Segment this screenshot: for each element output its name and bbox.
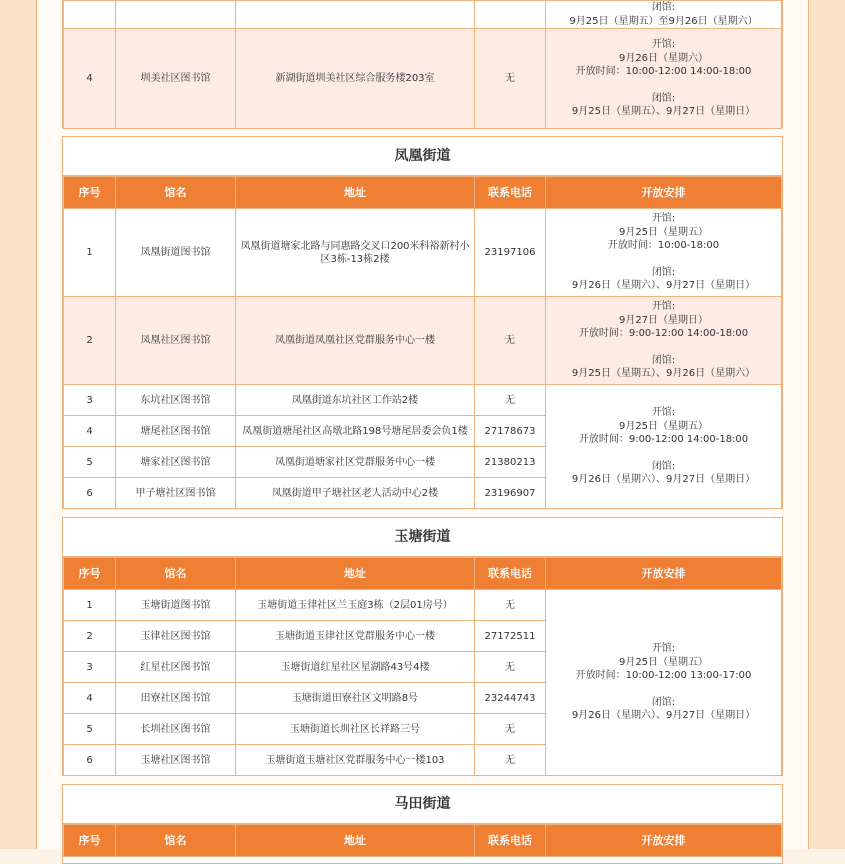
right-border-decoration [808,0,845,849]
table-row: 2 凤凰社区图书馆 凤凰街道凤凰社区党群服务中心一楼 无 开馆: 9月27日（星期日） 开放时间：9:00-12:00 14:00-18:00 闭馆: 9月25日（星期五）、9月26日（星期六） [64,297,782,385]
schedule-cell: 开馆: 9月27日（星期日） 开放时间：9:00-12:00 14:00-18:00 闭馆: 9月25日（星期五）、9月26日（星期六） [546,297,782,385]
table-row: 4 塘尾社区图书馆 凤凰街道塘尾社区高墩北路198号塘尾居委会负1楼 27178673 [64,416,782,447]
table-row: 5 塘家社区图书馆 凤凰街道塘家社区党群服务中心一楼 21380213 [64,447,782,478]
section-title: 凤凰街道 [63,137,782,176]
table-row: 6 玉塘社区图书馆 玉塘街道玉塘社区党群服务中心一楼103 无 [64,745,782,776]
table-row: 5 长圳社区图书馆 玉塘街道长圳社区长祥路三号 无 [64,714,782,745]
merged-schedule-cell: 开馆: 9月25日（星期五） 开放时间：9:00-12:00 14:00-18:00 闭馆: 9月26日（星期六）、9月27日（星期日） [546,385,782,509]
library-phone: 无 [475,29,546,129]
table-row: 2 玉律社区图书馆 玉塘街道玉律社区党群服务中心一楼 27172511 [64,621,782,652]
section-title: 马田街道 [63,785,782,824]
table-row: 1 凤凰街道图书馆 凤凰街道塘家北路与同惠路交叉口200米科裕新村小区3栋-13栋2楼 23197106 开馆: 9月25日（星期五） 开放时间：10:00-18:00 闭馆: 9月26日（星期六）、9月27日（星期日） [64,209,782,297]
matian-section [62,784,783,864]
schedule-cell: 开馆: 9月25日（星期五） 开放时间：10:00-18:00 闭馆: 9月26日（星期六）、9月27日（星期日） [546,209,782,297]
yutang-section [62,517,783,776]
table-header: 序号 馆名 地址 联系电话 开放安排 [64,825,782,857]
fenghuang-section [62,136,783,509]
schedule-cell: 闭馆: 9月25日（星期五）至9月26日（星期六） [546,1,782,29]
library-name: 圳美社区图书馆 [116,29,236,129]
schedule-cell: 开馆: 9月26日（星期六） 开放时间：10:00-12:00 14:00-18:00 闭馆: 9月25日（星期五）、9月27日（星期日） [546,29,782,129]
table-row: 1 玉塘街道图书馆 玉塘街道玉律社区兰玉庭3栋（2层01房号） 无 开馆: 9月25日（星期五） 开放时间：10:00-12:00 13:00-17:00 闭馆: 9月26日（星期六）、9月27日（星期日） [64,590,782,621]
table-row: 3 东坑社区图书馆 凤凰街道东坑社区工作站2楼 无 开馆: 9月25日（星期五） 开放时间：9:00-12:00 14:00-18:00 闭馆: 9月26日（星期六）、9月27日（星期日） [64,385,782,416]
row-number: 4 [64,29,116,129]
left-border-decoration [0,0,37,849]
table-header: 序号 馆名 地址 联系电话 开放安排 [64,558,782,590]
library-address: 新湖街道圳美社区综合服务楼203室 [236,29,475,129]
guangming-table-fragment [62,0,783,128]
table-row: 4 田寮社区图书馆 玉塘街道田寮社区文明路8号 23244743 [64,683,782,714]
table-row: 3 红星社区图书馆 玉塘街道红星社区星湖路43号4楼 无 [64,652,782,683]
table-row [64,29,782,129]
table-row: 6 甲子塘社区图书馆 凤凰街道甲子塘社区老人活动中心2楼 23196907 [64,478,782,509]
section-title: 玉塘街道 [63,518,782,557]
merged-schedule-cell: 开馆: 9月25日（星期五） 开放时间：10:00-12:00 13:00-17:00 闭馆: 9月26日（星期六）、9月27日（星期日） [546,590,782,776]
table-header: 序号 馆名 地址 联系电话 开放安排 [64,177,782,209]
